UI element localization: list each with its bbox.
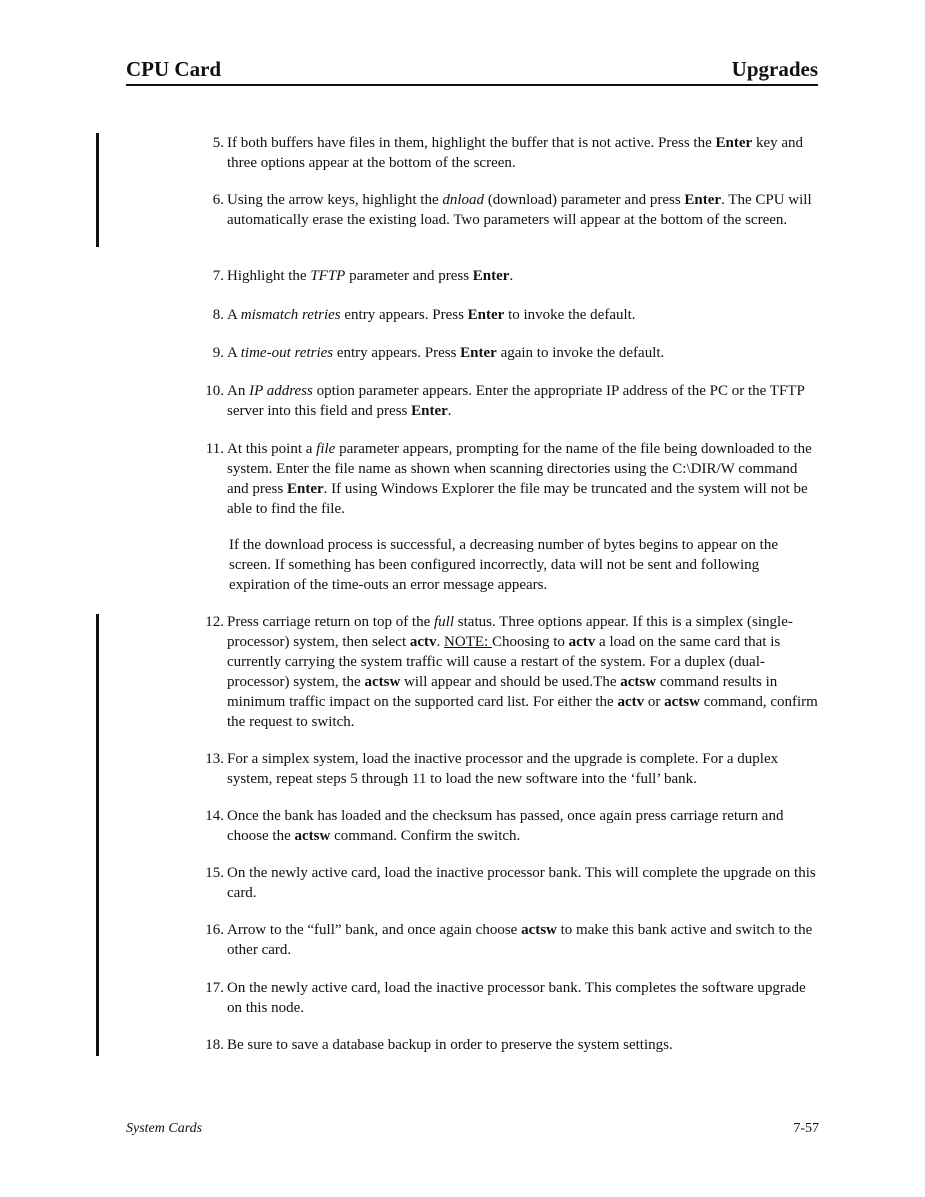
step-text-run: or [644,694,665,710]
step-text-run: status. Three options appear. If this is a simplex (single-processor) system, then select [227,614,793,650]
step-text-run: Enter [684,192,722,208]
step-text-run: actv [568,634,596,650]
step-text [227,806,819,846]
step-text-run: On the newly active card, load the inactive processor bank. This will complete the upgrade on this card. [227,865,816,901]
change-bar-bottom [96,614,99,1056]
step-text-run: actsw [620,674,657,690]
step-number: 10. [205,383,224,399]
step-text-run: Once the bank has loaded and the checksum has passed, once again press carriage return and choose the [227,808,784,844]
step-number: 9. [212,345,224,361]
step-text [227,612,819,732]
step-text-run: option parameter appears. Enter the appropriate IP address of the PC or the TFTP server into this field and press [227,383,805,419]
step-text [227,1035,819,1055]
step-number: 6. [212,192,224,208]
step-text-run: command results in minimum traffic impact on the supported card list. For either the [227,674,778,710]
download-note-paragraph: If the download process is successful, a decreasing number of bytes begins to appear on the screen. If something has been configured incorrectly, data will not be sent and following expiration of the time-outs an error message appears. [229,537,779,593]
step-text-run: entry appears. Press [340,307,468,323]
step-text-run: again to invoke the default. [496,345,665,361]
step-text-run: Enter [472,268,510,284]
step-text [227,381,819,421]
step-text-run: (download) parameter and press [484,192,685,208]
step-number: 5. [212,135,224,151]
step-text-run: actv [409,634,437,650]
step-text-run: For a simplex system, load the inactive processor and the upgrade is complete. For a duplex system, repeat steps 5 through 11 to load the new software into the ‘full’ bank. [227,751,779,787]
step-item [194,266,819,286]
change-bar-top [96,133,99,247]
step-number: 15. [205,865,224,881]
step-text-run: entry appears. Press [333,345,461,361]
step-item [194,1035,819,1055]
step-item [194,806,819,846]
step-text-run: A [227,307,241,323]
step-text-run: Enter [411,403,448,419]
step-item [194,439,819,519]
step-text-run: key and three options appear at the bottom of the screen. [227,135,804,171]
step-text-run: dnload [442,192,485,208]
step-text-run: command, confirm the request to switch. [227,694,818,730]
header-title-right: Upgrades [731,57,818,81]
step-item [194,305,819,325]
step-text [227,190,819,230]
step-text-run: At this point a [227,441,317,457]
step-number: 11. [205,441,224,457]
step-text-run: Arrow to the “full” bank, and once again choose [227,922,522,938]
step-text-run: a load on the same card that is currently carrying the system traffic will cause a restart of the system. For a duplex (dual-processor) system, the [227,634,781,690]
step-number: 14. [205,808,224,824]
step-text-run: Enter [715,135,753,151]
step-item [194,920,819,960]
step-text-run: time-out retries [240,345,334,361]
step-item [194,190,819,230]
step-text-run: NOTE: [444,634,492,650]
step-text-run: Choosing to [491,634,569,650]
step-text-run: Be sure to save a database backup in order to preserve the system settings. [227,1037,673,1053]
step-number: 7. [212,268,224,284]
page-header [126,56,818,86]
step-text-run: . [447,403,452,419]
step-text-run: command. Confirm the switch. [330,828,521,844]
header-title-left: CPU Card [126,57,222,81]
step-text-run: Press carriage return on top of the [227,614,435,630]
step-text-run: . If using Windows Explorer the file may be truncated and the system will not be able to find the file. [227,481,808,517]
step-number: 13. [205,751,224,767]
step-text-run: . [436,634,445,650]
step-text-run: Enter [467,307,505,323]
step-text-run: Enter [460,345,497,361]
step-text-run: Highlight the [227,268,311,284]
footer-section-title: System Cards [126,1121,203,1136]
step-text [227,343,819,363]
step-number: 12. [205,614,224,630]
step-number: 17. [205,980,224,996]
step-text-run: . [509,268,514,284]
step-item [194,749,819,789]
step-number: 16. [205,922,224,938]
step-text [227,305,819,325]
step-text-run: Using the arrow keys, highlight the [227,192,443,208]
step-text-run: actsw [364,674,401,690]
step-text [227,439,819,519]
step-text [227,266,819,286]
step-text [227,133,819,173]
step-text-run: to make this bank active and switch to the other card. [227,922,813,958]
step-text-run: An [227,383,250,399]
step-item [194,978,819,1018]
step-text-run: will appear and should be used.The [400,674,621,690]
step-number: 18. [205,1037,224,1053]
page-number: 7-57 [793,1121,819,1136]
step-text-run: If both buffers have files in them, highlight the buffer that is not active. Press the [227,135,716,151]
step-item [194,133,819,173]
step-text-run: Enter [287,481,324,497]
step-text-run: full [434,614,455,630]
step-item [194,612,819,732]
step-item [194,343,819,363]
step-text-run: parameter appears, prompting for the name of the file being downloaded to the system. Enter the file name as shown when scanning directories using the C:\DIR/W command and press [227,441,812,497]
step-text-run: On the newly active card, load the inactive processor bank. This completes the software upgrade on this node. [227,980,806,1016]
step-text-run: TFTP [310,268,346,284]
step-text-run: to invoke the default. [504,307,636,323]
step-text [227,863,819,903]
step-text-run: actsw [521,922,557,938]
step-text [227,749,819,789]
step-text-run: . The CPU will automatically erase the existing load. Two parameters will appear at the bottom of the screen. [227,192,812,228]
step-item [194,381,819,421]
step-text-run: parameter and press [345,268,473,284]
step-item [194,863,819,903]
step-text-run: file [316,441,336,457]
step-text-run: IP address [249,383,313,399]
step-text-run: mismatch retries [240,307,341,323]
step-text-run: A [227,345,241,361]
step-text [227,920,819,960]
step-text-run: actsw [664,694,700,710]
step-text-run: actsw [294,828,331,844]
step-text [227,978,819,1018]
step-text-run: actv [617,694,645,710]
step-number: 8. [212,307,224,323]
